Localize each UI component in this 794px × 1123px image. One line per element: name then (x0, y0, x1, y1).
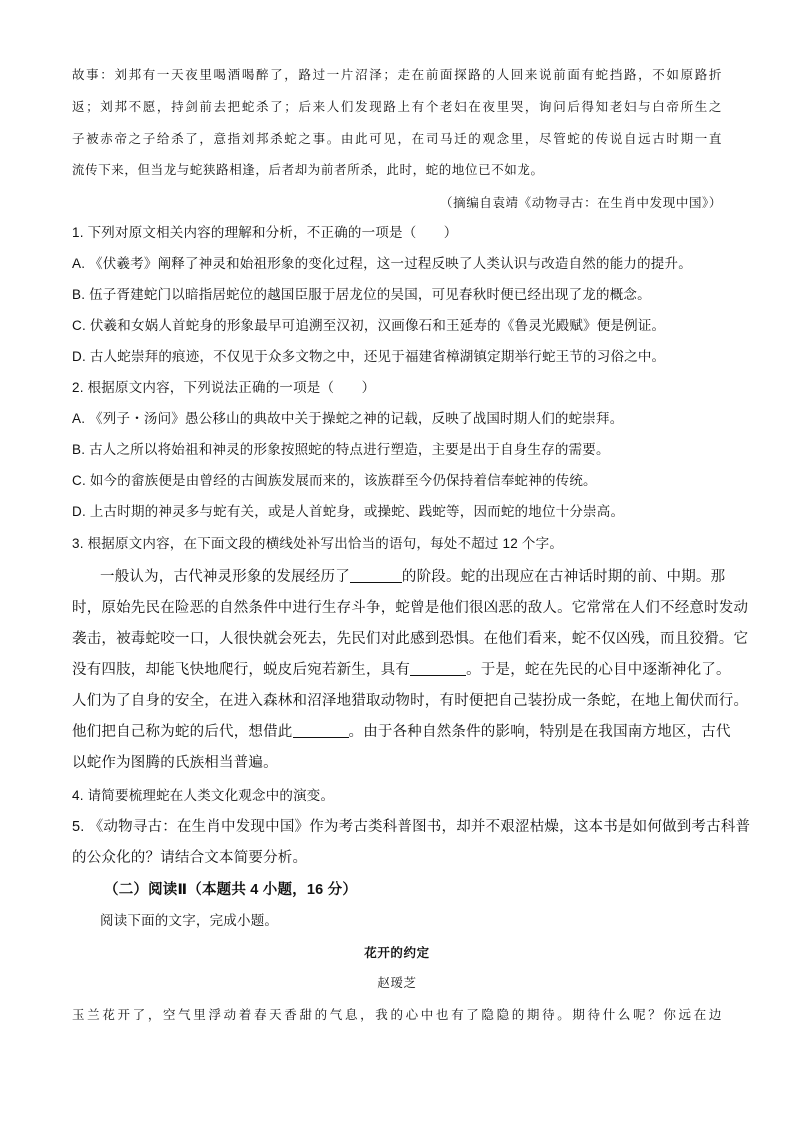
question-4-stem: 4. 请简要梳理蛇在人类文化观念中的演变。 (72, 788, 335, 803)
question-2-stem: 2. 根据原文内容，下列说法正确的一项是（ ） (72, 380, 376, 395)
passage-line-1: 故事：刘邦有一天夜里喝酒喝醉了，路过一片沼泽；走在前面探路的人回来说前面有蛇挡路，不如原路折 (72, 67, 722, 82)
q3-para-line-1: 一般认为，古代神灵形象的发展经历了 的阶段。蛇的出现应在古神话时期的前、中期。那 (100, 569, 726, 585)
passage-line-4: 流传下来，但当龙与蛇狭路相逢，后者却为前者所杀，此时，蛇的地位已不如龙。 (72, 162, 544, 177)
q3-para-line-4: 没有四肢，却能飞快地爬行，蜕皮后宛若新生，具有 。于是，蛇在先民的心目中逐渐神化了。 (72, 662, 731, 678)
story-first-line: 玉兰花开了，空气里浮动着春天香甜的气息，我的心中也有了隐隐的期待。期待什么呢？你远在边 (72, 1007, 722, 1022)
question-1-stem: 1. 下列对原文相关内容的理解和分析，不正确的一项是（ ） (72, 225, 458, 240)
q3-para-line-3: 袭击，被毒蛇咬一口，人很快就会死去，先民们对此感到恐惧。在他们看来，蛇不仅凶残，而且狡猾。它 (72, 631, 749, 647)
passage-line-2: 返；刘邦不愿，持剑前去把蛇杀了；后来人们发现路上有个老妇在夜里哭，询问后得知老妇与白帝所生之 (72, 99, 722, 114)
q3-para-line-7: 以蛇作为图腾的氏族相当普遍。 (72, 755, 278, 771)
blank-3[interactable] (293, 723, 349, 738)
story-title: 花开的约定 (364, 945, 430, 960)
question-2-option-b: B. 古人之所以将始祖和神灵的形象按照蛇的特点进行塑造，主要是出于自身生存的需要。 (72, 442, 610, 457)
story-author: 赵瑷芝 (377, 975, 417, 990)
question-1-option-b: B. 伍子胥建蛇门以暗指居蛇位的越国臣服于居龙位的吴国，可见春秋时便已经出现了龙的概念。 (72, 287, 651, 302)
question-2-option-a: A. 《列子・汤问》愚公移山的典故中关于操蛇之神的记载，反映了战国时期人们的蛇崇拜。 (72, 411, 624, 426)
blank-1[interactable] (350, 568, 402, 583)
question-5-line-2: 的公众化的？请结合文本简要分析。 (72, 850, 308, 866)
passage-line-3: 子被赤帝之子给杀了，意指刘邦杀蛇之事。由此可见，在司马迁的观念里，尽管蛇的传说自远古时期一直 (72, 131, 722, 146)
question-2-option-d: D. 上古时期的神灵多与蛇有关，或是人首蛇身，或操蛇、践蛇等，因而蛇的地位十分崇高。 (72, 504, 625, 519)
question-1-option-c: C. 伏羲和女娲人首蛇身的形象最早可追溯至汉初，汉画像石和王延寿的《鲁灵光殿赋》便是例证。 (72, 318, 666, 333)
source-note: （摘编自袁靖《动物寻古：在生肖中发现中国》） (440, 195, 722, 210)
question-2-option-c: C. 如今的畲族便是由曾经的古闽族发展而来的，该族群至今仍保持着信奉蛇神的传统。 (72, 473, 597, 488)
question-3-stem: 3. 根据原文内容，在下面文段的横线处补写出恰当的语句，每处不超过 12 个字。 (72, 536, 564, 551)
section-2-heading: （二）阅读Ⅱ（本题共 4 小题，16 分） (104, 882, 358, 898)
question-5-line-1: 5. 《动物寻古：在生肖中发现中国》作为考古类科普图书，却并不艰涩枯燥，这本书是如何做到考古科普 (72, 819, 751, 835)
q3-para-line-2: 时，原始先民在险恶的自然条件中进行生存斗争，蛇曾是他们很凶恶的敌人。它常常在人们不经意时发动 (72, 600, 749, 616)
blank-2[interactable] (410, 661, 466, 676)
question-1-option-d: D. 古人蛇崇拜的痕迹，不仅见于众多文物之中，还见于福建省樟湖镇定期举行蛇王节的习俗之中。 (72, 349, 666, 364)
question-1-option-a: A. 《伏羲考》阐释了神灵和始祖形象的变化过程，这一过程反映了人类认识与改造自然的能力的提升。 (72, 256, 692, 271)
q3-para-line-5: 人们为了自身的安全，在进入森林和沼泽地猎取动物时，有时便把自己装扮成一条蛇，在地上匍伏而行。 (72, 693, 749, 709)
section-2-instruction: 阅读下面的文字，完成小题。 (100, 913, 279, 928)
q3-para-line-6: 他们把自己称为蛇的后代，想借此 。由于各种自然条件的影响，特别是在我国南方地区，古代 (72, 724, 731, 740)
